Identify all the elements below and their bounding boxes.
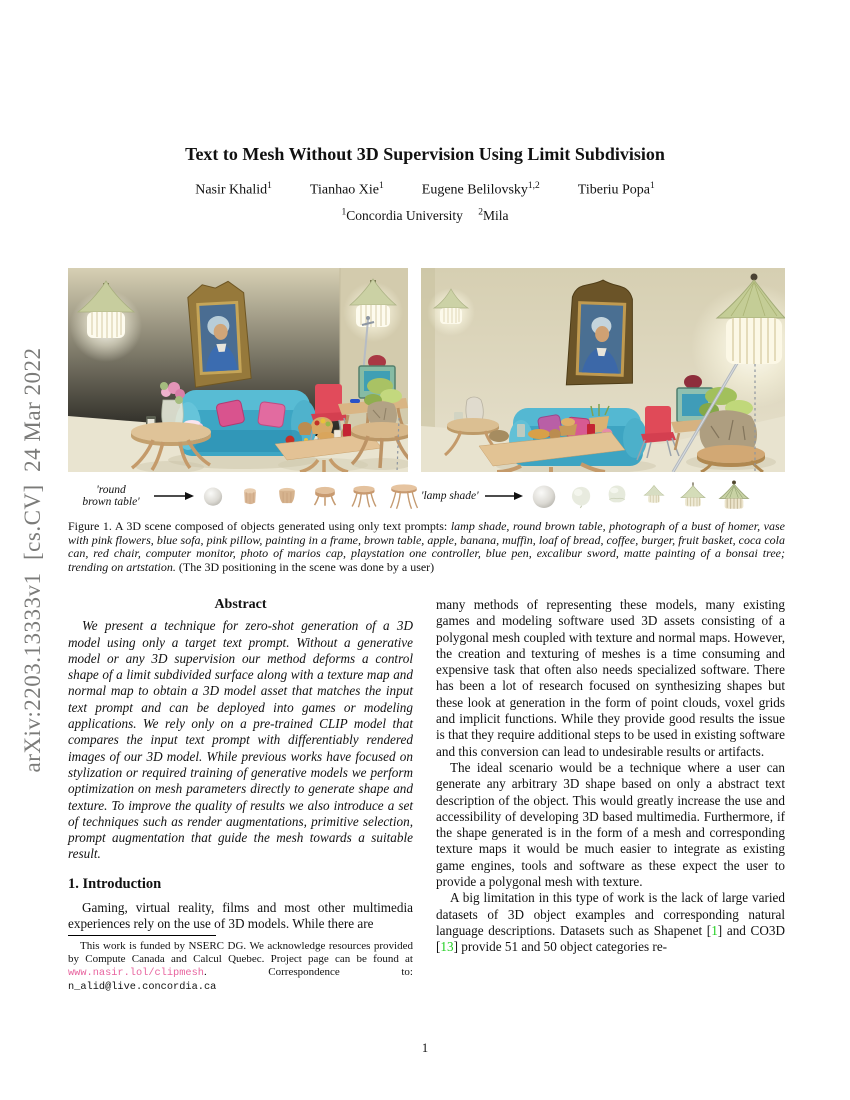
prompt-line1: 'round [96,483,126,496]
left-column [68,597,413,933]
table-evolution-step-6 [389,476,419,516]
author-affil-sup: 1 [267,181,272,191]
body-paragraph-1: many methods of representing these models, many existing games and modeling software used 3D assets consisting of a polygonal mesh coupled with texture and normal maps. However, the creation and texturing of meshes is a time consuming and expensive task that often also needs specialized software. There has been a lot of research focused on synthesizing shapes but these look at generation in the form of point clouds, voxel grids and implicit functions. While they provide good results the issue is that they require additional steps to be used in existing software and this conversion can lead to undesirable results or artifacts. [436,597,785,759]
right-arrow-icon [154,489,194,503]
author [310,181,384,199]
affiliation [342,208,463,223]
lamp-evolution-step-5 [677,476,709,516]
author-affil-sup: 1 [379,181,384,191]
footnote-part2: . Correspondence to: [203,965,413,978]
footnote-rule [68,935,216,936]
footnote-part1: This work is funded by NSERC DG. We acknowledge resources provided by Compute Canada and Calcul Quebec. Project page can be found at [68,940,413,965]
introduction-paragraph: Gaming, virtual reality, films and most other multimedia experiences rely on the use of 3D models. While there are [68,900,413,932]
footnote-text [68,940,413,994]
figure1-left-render [68,268,408,472]
affiliation-list [0,207,850,224]
paragraph-text: ] provide 51 and 50 object categories re- [453,939,668,955]
caption-prefix: Figure 1. A 3D scene composed of objects generated using only text prompts: [68,519,451,533]
author-list [0,181,850,199]
body-paragraph-3 [436,890,785,955]
page-title: Text to Mesh Without 3D Supervision Using Limit Subdivision [185,144,665,164]
prompt-line1: 'lamp shade' [421,489,479,502]
table-evolution-step-2 [237,476,263,516]
lamp-evolution-step-4 [639,476,669,516]
right-scene-illustration [421,268,785,472]
lamp-evolution-steps [529,476,751,516]
lamp-evolution-row [421,474,785,518]
author-name: Tianhao Xie [309,182,380,198]
left-scene-illustration [68,268,408,472]
paragraph-text: A big limitation in this type of work is the lack of large varied datasets of 3D object examples and corresponding natural language descriptions. Datasets such as Shapenet [ [436,890,785,938]
author-name: Tiberiu Popa [577,182,651,198]
figure1-caption [68,520,785,575]
author-affil-sup: 1,2 [527,181,540,191]
body-paragraph-2: The ideal scenario would be a technique where a user can generate any arbitrary 3D shape based on only a abstract text description of the object. This would greatly increase the use and accessibility of developing 3D based multimedia. Furthermore, if the shape generated is in the form of a mesh and corresponding texture maps it would be much easier to integrate as existing game engines, tools and software as these expect the user to provide a polygonal mesh with texture. [436,759,785,890]
correspondence-email: n_alid@live.concordia.ca [68,980,217,993]
author-name: Nasir Khalid [195,182,268,198]
prompt-label-round-brown-table [70,484,152,509]
author [578,181,655,199]
right-column [436,597,785,956]
lamp-evolution-step-3 [603,476,631,516]
author-name: Eugene Belilovsky [421,182,528,198]
figure1-right-render [421,268,785,472]
paragraph-text: ] and CO3D [ [436,922,785,955]
affiliation [478,208,508,223]
author-affil-sup: 1 [650,181,655,191]
table-evolution-step-5 [350,476,378,516]
affil-name: Concordia University [346,207,463,223]
citation-link-13[interactable]: 13 [440,939,454,955]
lamp-evolution-step-6 [717,476,751,516]
right-arrow-icon [485,489,523,503]
table-evolution-step-1 [200,476,226,516]
table-evolution-step-3 [274,476,300,516]
prompt-label-lamp-shade [421,490,483,503]
affil-sup: 1 [341,207,347,217]
project-page-link[interactable]: www.nasir.lol/clipmesh [68,966,204,979]
affil-sup: 2 [478,207,483,217]
caption-suffix: (The 3D positioning in the scene was done by a user) [175,560,435,575]
abstract-heading: Abstract [214,597,267,612]
figure1 [68,268,785,518]
caption-prompt-list: lamp shade, round brown table, photograph of a bust of homer, vase with pink flowers, blue sofa, pink pillow, painting in a frame, brown table, apple, banana, muffin, loaf of bread, coffee, burger, fruit basket, coca cola can, red chair, computer monitor, photo of marios cap, playstation one controller, blue pen, excalibur sword, matte painting of a bonsai tree; trending on artstation. [68,519,785,575]
page-number: 1 [421,1041,429,1055]
prompt-line2: brown table' [82,496,140,508]
table-evolution-row [70,474,410,518]
lamp-evolution-step-2 [567,476,595,516]
affil-name: Mila [482,207,509,223]
abstract-text: We present a technique for zero-shot generation of a 3D model using only a target text prompt. Without a generative model or any 3D supervision our method deforms a control shape of a limit subdivided surface along with a texture map and normal map to obtain a 3D model asset that matches the input text prompt and can be deployed into games or modeling applications. We rely only on a pre-trained CLIP model that compares the input text prompt with differentiably rendered images of our 3D model. While previous works have focused on stylization or required training of generative models we perform optimization on mesh parameters directly to generate shape and texture. To improve the quality of results we also introduce a set of techniques such as render augmentations, primitive selection, prompt augmentation that guide the mesh towards a suitable result. [68,618,413,862]
footnote [68,935,413,994]
author [422,181,540,199]
arxiv-watermark: arXiv:2203.13333v1 [cs.CV] 24 Mar 2022 [20,347,45,773]
citation-link-1[interactable]: 1 [711,922,718,938]
table-evolution-step-4 [311,476,339,516]
author [195,181,272,199]
table-evolution-steps [200,476,419,516]
lamp-evolution-step-1 [529,476,559,516]
section-heading-introduction: 1. Introduction [68,875,162,892]
